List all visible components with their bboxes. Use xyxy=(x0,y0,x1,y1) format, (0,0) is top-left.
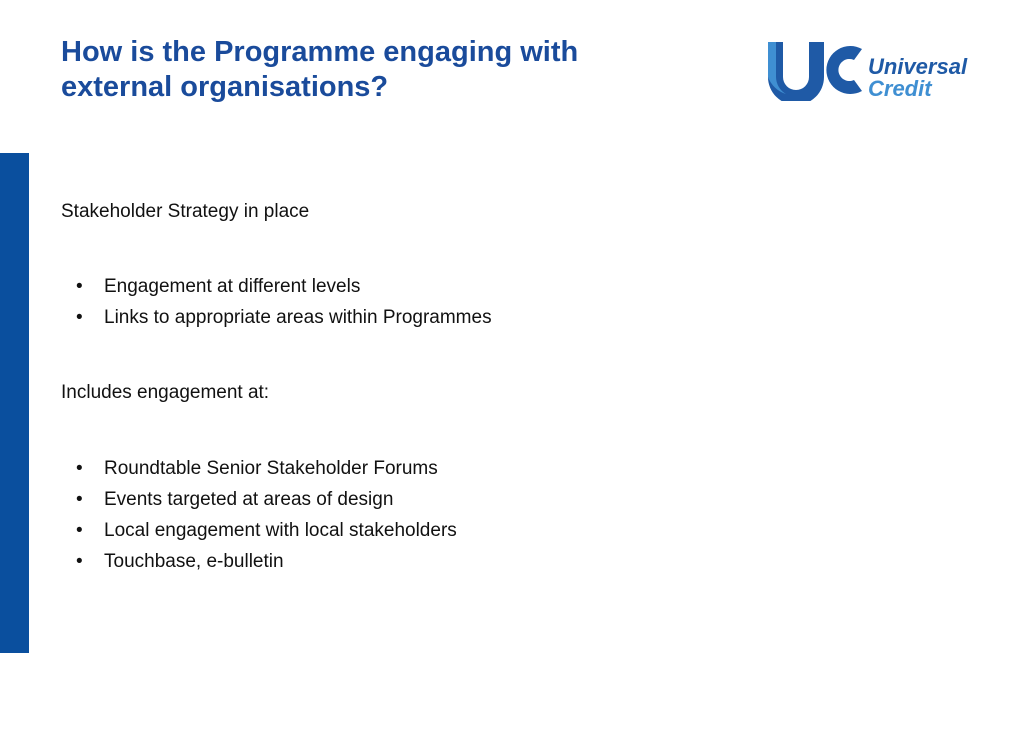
list-item-text: Links to appropriate areas within Programmes xyxy=(104,307,492,328)
slide-title xyxy=(61,35,701,105)
logo-word-credit: Credit xyxy=(868,76,932,101)
universal-credit-logo xyxy=(766,39,976,101)
slide-body xyxy=(61,199,961,577)
bullet-dot: • xyxy=(76,307,83,328)
logo-c-mark xyxy=(826,46,862,94)
list-item xyxy=(61,271,961,302)
bullet-dot: • xyxy=(76,489,83,510)
list-item-text: Events targeted at areas of design xyxy=(104,489,394,510)
list-item xyxy=(61,515,961,546)
list-item xyxy=(61,453,961,484)
bullet-dot: • xyxy=(76,458,83,479)
slide-title-line-2: external organisations? xyxy=(61,71,389,103)
list-item xyxy=(61,484,961,515)
intro-text: Stakeholder Strategy in place xyxy=(61,201,310,222)
bullet-dot: • xyxy=(76,551,83,572)
bullet-list-engagement xyxy=(61,453,961,577)
side-accent-bar xyxy=(0,153,29,653)
bullet-dot: • xyxy=(76,276,83,297)
list-item xyxy=(61,546,961,577)
list-item-text: Engagement at different levels xyxy=(104,276,361,297)
list-item-text: Touchbase, e-bulletin xyxy=(104,551,284,572)
bullet-list-strategy xyxy=(61,271,961,333)
logo-u-mark xyxy=(768,42,824,101)
list-item-text: Local engagement with local stakeholders xyxy=(104,520,457,541)
list-item xyxy=(61,302,961,333)
slide-title-line-1: How is the Programme engaging with xyxy=(61,36,579,68)
logo-word-universal: Universal xyxy=(868,54,968,79)
list-item-text: Roundtable Senior Stakeholder Forums xyxy=(104,458,438,479)
bullet-dot: • xyxy=(76,520,83,541)
intro-text-2: Includes engagement at: xyxy=(61,382,270,403)
